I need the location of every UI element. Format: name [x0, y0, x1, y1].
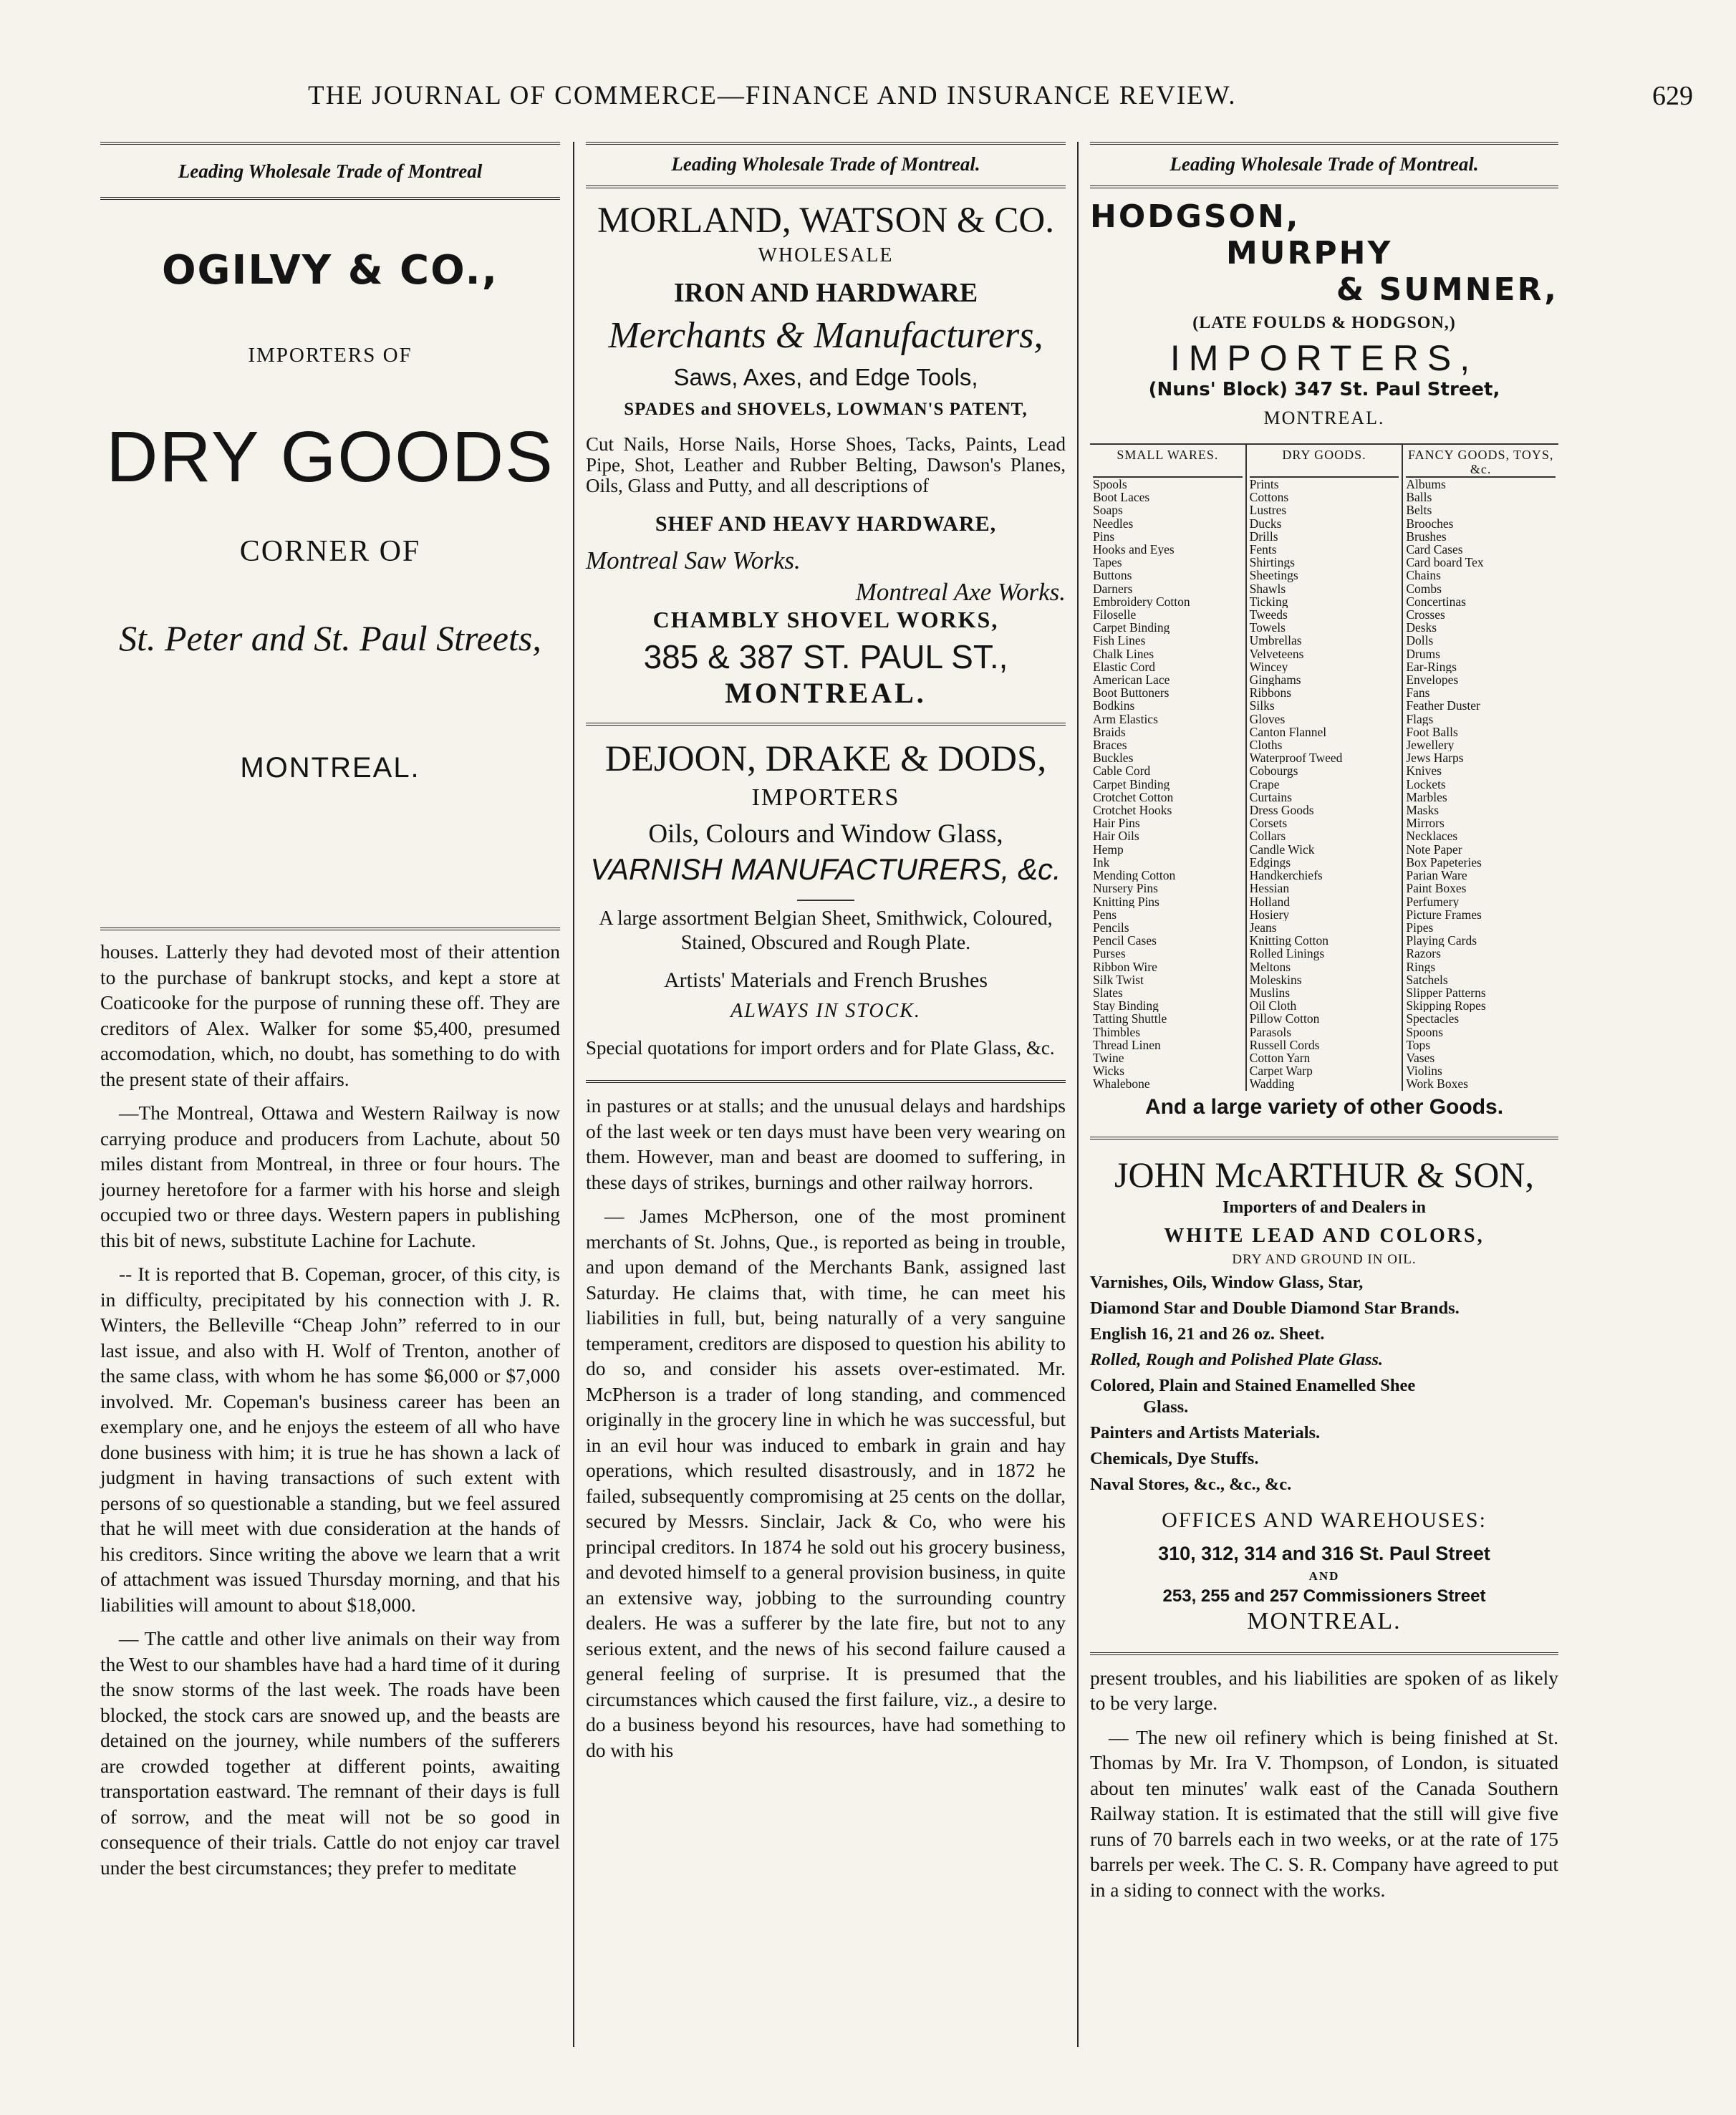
goods-item: Satchels — [1406, 973, 1448, 986]
goods-item: Spools — [1093, 478, 1127, 491]
goods-item: Elastic Cord — [1093, 660, 1155, 674]
ogilvy-corner: CORNER OF — [239, 535, 421, 568]
ogilvy-name: OGILVY & CO., — [161, 247, 499, 294]
goods-item: Ticking — [1249, 594, 1288, 609]
goods-item: Carpet Binding — [1093, 621, 1170, 635]
goods-column-head: FANCY GOODS, TOYS, &c. — [1406, 445, 1556, 478]
morland-merchants: Merchants & Manufacturers, — [608, 315, 1043, 356]
morland-saws: Saws, Axes, and Edge Tools, — [673, 364, 978, 390]
mcarthur-item — [1090, 1375, 1558, 1418]
ogilvy-advertisement — [100, 247, 560, 928]
goods-item: Vases — [1406, 1051, 1435, 1065]
goods-item: Whalebone — [1093, 1077, 1150, 1091]
morland-city: MONTREAL. — [725, 677, 927, 709]
goods-item: Carpet Binding — [1093, 777, 1170, 791]
goods-item: Cable Cord — [1093, 764, 1151, 778]
goods-item: Combs — [1406, 582, 1442, 595]
goods-item: Boot Laces — [1093, 491, 1150, 504]
goods-item: Pins — [1093, 529, 1115, 544]
mcarthur-dry: DRY AND GROUND IN OIL. — [1232, 1251, 1417, 1267]
mcarthur-item: Chemicals, Dye Stuffs. — [1090, 1448, 1259, 1468]
goods-item: Gloves — [1249, 712, 1286, 726]
goods-item: Belts — [1406, 504, 1432, 517]
goods-item: Hosiery — [1249, 907, 1290, 921]
goods-column — [1090, 445, 1245, 1091]
goods-column — [1402, 445, 1558, 1091]
goods-item: American Lace — [1093, 673, 1170, 687]
goods-item: Concertinas — [1406, 594, 1466, 609]
goods-item: Ducks — [1249, 516, 1282, 530]
journal-title: THE JOURNAL OF COMMERCE—FINANCE AND INSURANCE REVIEW. — [308, 81, 1237, 110]
mcarthur-name: JOHN McARTHUR & SON, — [1114, 1154, 1534, 1195]
goods-column-head: SMALL WARES. — [1093, 445, 1243, 478]
morland-address: 385 & 387 ST. PAUL ST., — [643, 638, 1008, 675]
goods-item: Pipes — [1406, 920, 1434, 935]
goods-item: Muslins — [1249, 986, 1291, 1000]
hodgson-late: (LATE FOULDS & HODGSON,) — [1192, 314, 1456, 332]
mcarthur-item: Rolled, Rough and Polished Plate Glass. — [1090, 1349, 1384, 1369]
hodgson-line1: HODGSON, — [1090, 198, 1301, 235]
goods-item: Shawls — [1249, 582, 1286, 595]
goods-item: Shirtings — [1249, 556, 1295, 569]
dejoon-oils: Oils, Colours and Window Glass, — [648, 819, 1003, 849]
goods-item: Pens — [1093, 907, 1117, 921]
mcarthur-city: MONTREAL. — [1247, 1607, 1402, 1634]
goods-item: Velveteens — [1249, 647, 1304, 660]
goods-item: Hemp — [1093, 842, 1124, 856]
goods-item: Parasols — [1249, 1025, 1291, 1039]
goods-item: Hessian — [1249, 882, 1290, 895]
goods-item: Mirrors — [1406, 816, 1445, 830]
goods-item: Card board Tex — [1406, 556, 1484, 569]
goods-item: Rings — [1406, 960, 1436, 973]
goods-item: Wicks — [1093, 1064, 1125, 1078]
goods-item: Soaps — [1093, 504, 1123, 517]
ogilvy-importers: IMPORTERS OF — [248, 344, 413, 367]
hodgson-goods-table — [1090, 443, 1558, 1091]
dejoon-artists: Artists' Materials and French Brushes — [664, 968, 988, 992]
article-paragraph: —The Montreal, Ottawa and Western Railway is now carrying produce and producers from Lachute, about 50 miles distant from Montreal, in three or four hours. The journey heretofore for a farmer with his horse and sleigh occupied two or three days. Western papers in publishing this bit of news, substitute Lachine for Lachute. — [100, 1102, 560, 1251]
section-caption: Leading Wholesale Trade of Montreal. — [671, 153, 980, 175]
caption-rule — [1090, 186, 1558, 188]
hodgson-city: MONTREAL. — [1263, 408, 1385, 428]
ogilvy-streets: St. Peter and St. Paul Streets, — [119, 618, 541, 658]
mcarthur-offices: OFFICES AND WAREHOUSES: — [1162, 1508, 1487, 1532]
goods-item: Marbles — [1406, 790, 1447, 804]
goods-item: Hooks and Eyes — [1093, 543, 1175, 557]
goods-item: Curtains — [1249, 790, 1292, 804]
goods-item: Candle Wick — [1249, 842, 1315, 856]
ad-rule — [100, 928, 560, 930]
goods-item: Spectacles — [1406, 1012, 1460, 1026]
caption-rule — [100, 197, 560, 200]
goods-item: Braids — [1093, 725, 1126, 739]
goods-item: Tweeds — [1249, 608, 1288, 622]
goods-item: Carpet Warp — [1249, 1064, 1313, 1078]
hodgson-variety: And a large variety of other Goods. — [1144, 1094, 1504, 1119]
goods-item: Desks — [1406, 621, 1437, 635]
goods-item: Perfumery — [1406, 895, 1460, 908]
mcarthur-address-1: 310, 312, 314 and 316 St. Paul Street — [1158, 1542, 1490, 1564]
mcarthur-advertisement — [1090, 1154, 1558, 1635]
ogilvy-city: MONTREAL. — [240, 752, 420, 784]
goods-item: Oil Cloth — [1249, 999, 1297, 1013]
goods-item: Playing Cards — [1406, 934, 1477, 948]
goods-item: Slates — [1093, 986, 1123, 1000]
goods-item: Edgings — [1249, 855, 1291, 869]
goods-item: Spoons — [1406, 1025, 1443, 1039]
goods-item: Nursery Pins — [1093, 882, 1158, 895]
goods-item: Boot Buttoners — [1093, 686, 1170, 700]
goods-item: Drills — [1249, 529, 1278, 544]
goods-item: Paint Boxes — [1406, 882, 1467, 895]
goods-item: Skipping Ropes — [1406, 999, 1486, 1013]
goods-item: Handkerchiefs — [1249, 869, 1323, 882]
goods-item: Meltons — [1249, 960, 1291, 973]
goods-item: Parian Ware — [1406, 869, 1467, 882]
hodgson-line3: & SUMNER, — [1336, 271, 1558, 308]
morland-spades: SPADES and SHOVELS, LOWMAN'S PATENT, — [624, 400, 1028, 419]
section-caption: Leading Wholesale Trade of Montreal — [178, 160, 483, 182]
goods-item: Ink — [1093, 855, 1110, 869]
goods-item: Jews Harps — [1406, 751, 1464, 765]
dejoon-importers: IMPORTERS — [751, 784, 900, 811]
morland-saw-works: Montreal Saw Works. — [586, 546, 801, 574]
hodgson-line2: MURPHY — [1226, 235, 1393, 271]
hodgson-address: (Nuns' Block) 347 St. Paul Street, — [1148, 379, 1500, 400]
goods-item: Crosses — [1406, 608, 1445, 622]
goods-item: Pencils — [1093, 920, 1129, 935]
goods-item: Flags — [1406, 712, 1434, 726]
goods-item: Dolls — [1406, 634, 1434, 647]
section-caption: Leading Wholesale Trade of Montreal. — [1170, 153, 1479, 175]
goods-item: Drums — [1406, 647, 1440, 660]
goods-item: Lustres — [1249, 504, 1287, 517]
goods-item: Wadding — [1249, 1077, 1295, 1091]
goods-item: Brushes — [1406, 529, 1447, 544]
goods-item: Feather Duster — [1406, 699, 1480, 713]
goods-item: Work Boxes — [1406, 1077, 1468, 1091]
article-paragraph: houses. Latterly they had devoted most of their attention to the purchase of bankrupt stocks, and kept a store at Coaticooke for the purpose of running these off. They are creditors of Alex. Walker for some $5,400, presumed accomodation, which, no doubt, has something to do with the present state of their affairs. — [100, 940, 560, 1090]
article-paragraph: -- It is reported that B. Copeman, grocer, of this city, is in difficulty, precipitated by his connection with J. R. Winters, the Belleville “Cheap John” referred to in our last issue, and also with H. Wolf of Trenton, another of the same class, with whom he has some $6,000 or $7,000 involved. Mr. Copeman's business career has been an exemplary one, and he enjoys the esteem of all who have done business with him; it is true he has shown a lack of judgment in having transactions of such extent with persons of so questionable a standing, but we feel assured that he will meet with due consideration at the hands of his creditors. Since writing the above we learn that a writ of attachment was issued Thursday morning, and that his liabilities will amount to about $18,000. — [100, 1263, 560, 1616]
goods-item: Knives — [1406, 764, 1442, 778]
goods-item: Bodkins — [1093, 699, 1135, 713]
article-paragraph: — The cattle and other live animals on their way from the West to our shambles have had a hard time of it during the snow storms of the last week. The roads have been blocked, the stock cars are snowed up, and the beasts are detained on the journey, while numbers of the sufferers are crowded together at different points, awaiting transportation eastward. The remnant of their days is full of sorrow, and the meat will not be so good in consequence of their trials. Cattle do not enjoy car travel under the best circumstances; they prefer to meditate — [100, 1627, 560, 1879]
goods-item: Masks — [1406, 804, 1440, 817]
goods-item: Embroidery Cotton — [1093, 594, 1190, 609]
goods-item: Holland — [1249, 895, 1291, 908]
goods-list — [1250, 478, 1399, 1091]
mcarthur-address-2: 253, 255 and 257 Commissioners Street — [1162, 1586, 1486, 1606]
column-rule-1 — [573, 142, 574, 2047]
goods-item: Waterproof Tweed — [1249, 751, 1343, 765]
morland-iron: IRON AND HARDWARE — [673, 278, 978, 308]
goods-item: Razors — [1406, 947, 1441, 960]
goods-item: Towels — [1249, 621, 1286, 635]
goods-item: Ginghams — [1249, 673, 1301, 687]
article-paragraph: present troubles, and his liabilities are spoken of as likely to be very large. — [1090, 1666, 1558, 1715]
goods-item: Fish Lines — [1093, 634, 1146, 647]
column-1 — [100, 142, 560, 1880]
goods-item: Braces — [1093, 738, 1127, 752]
goods-item: Hair Oils — [1093, 829, 1139, 843]
mcarthur-colored-cont: Glass. — [1143, 1397, 1189, 1417]
goods-item: Violins — [1406, 1064, 1442, 1078]
mcarthur-and: AND — [1308, 1569, 1340, 1583]
goods-item: Crotchet Cotton — [1093, 790, 1174, 804]
goods-item: Sheetings — [1249, 569, 1298, 582]
mcarthur-item: Diamond Star and Double Diamond Star Brands. — [1090, 1298, 1460, 1318]
goods-item: Pillow Cotton — [1249, 1012, 1320, 1026]
goods-item: Moleskins — [1249, 973, 1302, 986]
goods-item: Thread Linen — [1093, 1038, 1161, 1051]
ad-rule — [586, 723, 1066, 726]
article-paragraph: in pastures or at stalls; and the unusual delays and hardships of the last week or ten days must have been very wearing on them. However, man and beast are doomed to suffering, in these days of strikes, burnings and other railway horrors. — [586, 1094, 1066, 1193]
page-header — [100, 80, 1693, 123]
mcarthur-item: Painters and Artists Materials. — [1090, 1422, 1321, 1442]
goods-item: Card Cases — [1406, 543, 1463, 557]
goods-item: Brooches — [1406, 516, 1454, 530]
goods-item: Ear-Rings — [1406, 660, 1457, 674]
morland-products: Cut Nails, Horse Nails, Horse Shoes, Tacks, Paints, Lead Pipe, Shot, Leather and Rubber Belting, Dawson's Planes, Oils, Glass and Putty, and all descriptions of — [586, 433, 1066, 496]
goods-item: Russell Cords — [1249, 1038, 1320, 1051]
column-2 — [586, 142, 1066, 1763]
goods-item: Chains — [1406, 569, 1441, 582]
goods-item: Umbrellas — [1249, 634, 1302, 647]
ad-rule — [1090, 1652, 1558, 1655]
ad-rule — [586, 1080, 1066, 1083]
goods-item: Canton Flannel — [1249, 725, 1327, 739]
mcarthur-colored: Colored, Plain and Stained Enamelled Shee — [1090, 1375, 1416, 1395]
column-3 — [1090, 142, 1558, 1902]
mcarthur-item: Naval Stores, &c., &c., &c. — [1090, 1474, 1292, 1494]
goods-item: Rolled Linings — [1249, 947, 1325, 960]
goods-item: Jewellery — [1406, 738, 1455, 752]
goods-item: Darners — [1093, 582, 1133, 595]
goods-item: Collars — [1249, 829, 1286, 843]
goods-item: Knitting Pins — [1093, 895, 1159, 908]
mcarthur-importers: Importers of and Dealers in — [1223, 1198, 1426, 1217]
goods-item: Silks — [1249, 699, 1275, 713]
goods-item: Cotton Yarn — [1249, 1051, 1311, 1065]
goods-list — [1406, 478, 1556, 1091]
goods-item: Crape — [1249, 777, 1280, 791]
goods-item: Envelopes — [1406, 673, 1459, 687]
mcarthur-item: English 16, 21 and 26 oz. Sheet. — [1090, 1324, 1325, 1344]
morland-axe-works: Montreal Axe Works. — [855, 578, 1066, 606]
dejoon-divider — [797, 900, 854, 901]
dejoon-name: DEJOON, DRAKE & DODS, — [604, 739, 1047, 779]
goods-item: Fents — [1249, 543, 1277, 557]
goods-item: Tatting Shuttle — [1093, 1012, 1167, 1026]
dejoon-assortment: A large assortment Belgian Sheet, Smithwick, Coloured, Stained, Obscured and Rough Plate. — [599, 907, 1053, 954]
hodgson-importers: IMPORTERS, — [1170, 338, 1479, 378]
goods-item: Wincey — [1249, 660, 1288, 674]
goods-column — [1245, 445, 1402, 1091]
goods-item: Cobourgs — [1249, 764, 1298, 778]
goods-item: Buttons — [1093, 569, 1132, 582]
ad-rule — [1090, 1137, 1558, 1140]
goods-item: Jeans — [1249, 920, 1277, 935]
goods-list — [1093, 478, 1243, 1091]
goods-item: Purses — [1093, 947, 1126, 960]
goods-item: Twine — [1093, 1051, 1124, 1065]
goods-item: Foot Balls — [1406, 725, 1458, 739]
goods-item: Ribbons — [1249, 686, 1292, 700]
dejoon-special: Special quotations for import orders and for Plate Glass, &c. — [586, 1037, 1055, 1059]
morland-shelf: SHEF AND HEAVY HARDWARE, — [655, 512, 997, 536]
goods-item: Picture Frames — [1406, 907, 1482, 921]
goods-item: Stay Binding — [1093, 999, 1159, 1013]
goods-item: Prints — [1249, 478, 1279, 491]
goods-item: Slipper Patterns — [1406, 986, 1486, 1000]
goods-item: Balls — [1406, 491, 1432, 504]
morland-advertisement — [586, 200, 1066, 710]
dejoon-always: ALWAYS IN STOCK. — [730, 1000, 921, 1022]
goods-item: Arm Elastics — [1093, 712, 1158, 726]
morland-wholesale: WHOLESALE — [758, 244, 894, 266]
goods-item: Necklaces — [1406, 829, 1458, 843]
goods-item: Knitting Cotton — [1249, 934, 1329, 948]
mcarthur-item: Varnishes, Oils, Window Glass, Star, — [1090, 1272, 1364, 1292]
goods-item: Mending Cotton — [1093, 869, 1176, 882]
morland-chambly: CHAMBLY SHOVEL WORKS, — [652, 607, 999, 632]
goods-item: Silk Twist — [1093, 973, 1144, 986]
goods-item: Tapes — [1093, 556, 1122, 569]
goods-item: Chalk Lines — [1093, 647, 1154, 660]
goods-item: Crotchet Hooks — [1093, 804, 1172, 817]
column-rule-2 — [1077, 142, 1079, 2047]
goods-item: Thimbles — [1093, 1025, 1141, 1039]
mcarthur-white-lead: WHITE LEAD AND COLORS, — [1164, 1224, 1485, 1247]
goods-item: Ribbon Wire — [1093, 960, 1157, 973]
goods-item: Buckles — [1093, 751, 1134, 765]
goods-item: Pencil Cases — [1093, 934, 1157, 948]
dejoon-advertisement — [586, 738, 1066, 1059]
article-paragraph: — James McPherson, one of the most prominent merchants of St. Johns, Que., is reported as being in trouble, and upon demand of the Merchants Bank, assigned last Saturday. He claims that, with time, he can meet his liabilities in full, but, being naturally of a very sanguine temperament, creditors are disposed to question his ability to do so, and consider his assets over-estimated. Mr. McPherson is a trader of long standing, and commenced originally in the grocery line in which he was successful, but in an evil hour was induced to embark in grain and hay operations, which resulted disastrously, and in 1872 he failed, subsequently compromising at 25 cents on the dollar, secured by Messrs. Sinclair, Jack & Co, who were his principal creditors. In 1874 he sold out his grocery business, and devoted himself to a general provision business, in quite an extensive way, jobbing to the surrounding country dealers. He was a sufferer by the late fire, but not to any serious extent, and the news of his second failure caused a general feeling of surprise. It is presumed that the circumstances which caused the first failure, viz., a desire to do a business beyond his resources, have had something to do with his — [586, 1205, 1066, 1761]
goods-item: Corsets — [1249, 816, 1288, 830]
goods-item: Fans — [1406, 686, 1430, 700]
goods-item: Cloths — [1249, 738, 1283, 752]
goods-item: Albums — [1406, 478, 1446, 491]
article-paragraph: — The new oil refinery which is being finished at St. Thomas by Mr. Ira V. Thompson, of London, is situated about ten minutes' walk east of the Canada Southern Railway station. It is estimated that the still will give five runs of 70 barrels each in two weeks, or at the rate of 175 barrels per week. The C. S. R. Company have agreed to put in a siding to connect with the works. — [1090, 1725, 1558, 1901]
morland-name: MORLAND, WATSON & CO. — [597, 201, 1055, 241]
goods-item: Note Paper — [1406, 842, 1462, 856]
goods-item: Tops — [1406, 1038, 1431, 1051]
goods-item: Lockets — [1406, 777, 1446, 791]
goods-item: Needles — [1093, 516, 1134, 530]
goods-item: Box Papeteries — [1406, 855, 1482, 869]
dejoon-varnish: VARNISH MANUFACTURERS, &c. — [590, 852, 1061, 886]
goods-item: Hair Pins — [1093, 816, 1140, 830]
goods-column-head: DRY GOODS. — [1250, 445, 1399, 478]
caption-rule — [586, 186, 1066, 188]
ogilvy-goods: DRY GOODS — [106, 417, 554, 497]
page-number: 629 — [1652, 81, 1693, 111]
hodgson-advertisement — [1090, 198, 1558, 1119]
goods-item: Dress Goods — [1249, 804, 1314, 817]
goods-item: Filoselle — [1093, 608, 1137, 622]
goods-item: Cottons — [1249, 491, 1289, 504]
